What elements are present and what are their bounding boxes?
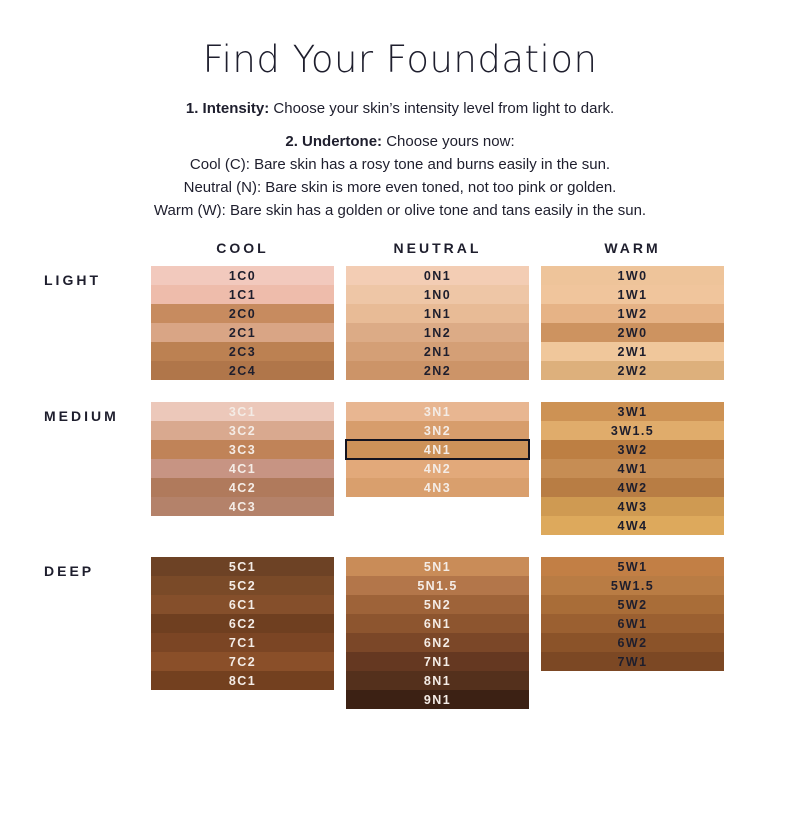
shade-swatch[interactable] xyxy=(541,516,724,535)
medium-neutral-column xyxy=(340,402,535,535)
row-label-light: LIGHT xyxy=(44,272,101,288)
instruction-step-1 xyxy=(0,97,800,120)
undertone-cool-description: Cool (C): Bare skin has a rosy tone and burns easily in the sun. xyxy=(189,156,611,173)
instructions xyxy=(0,97,800,222)
shade-code: 5W1.5 xyxy=(610,578,655,593)
shade-swatch[interactable] xyxy=(346,478,529,497)
light-neutral-column xyxy=(340,266,535,380)
medium-warm-column xyxy=(535,402,730,535)
shade-code: 4N3 xyxy=(423,480,452,495)
shade-code: 5C1 xyxy=(228,559,257,574)
shade-swatch[interactable] xyxy=(541,478,724,497)
shade-swatch[interactable] xyxy=(346,266,529,285)
shade-code: 9N1 xyxy=(423,692,452,707)
shade-swatch[interactable] xyxy=(346,361,529,380)
shade-swatch[interactable] xyxy=(541,576,724,595)
shade-swatch[interactable] xyxy=(541,497,724,516)
shade-code: 5W1 xyxy=(617,559,648,574)
shade-code: 2N2 xyxy=(423,363,452,378)
shade-code: 4W2 xyxy=(617,480,648,495)
shade-swatch[interactable] xyxy=(346,557,529,576)
shade-code: 4C2 xyxy=(228,480,257,495)
deep-warm-column xyxy=(535,557,730,709)
shade-code: 6N1 xyxy=(423,616,452,631)
shade-code: 7W1 xyxy=(617,654,648,669)
shade-code: 2W1 xyxy=(617,344,648,359)
light-cool-column xyxy=(145,266,340,380)
shade-swatch[interactable] xyxy=(541,440,724,459)
row-label-deep: DEEP xyxy=(44,563,95,579)
shade-code: 6C2 xyxy=(228,616,257,631)
step-2-label: 2. Undertone: xyxy=(285,133,383,150)
shade-swatch[interactable] xyxy=(151,671,334,690)
swatch-stack xyxy=(541,402,724,535)
shade-swatch[interactable] xyxy=(346,304,529,323)
shade-swatch[interactable] xyxy=(151,361,334,380)
shade-code: 3W1.5 xyxy=(610,423,655,438)
step-2-text: Choose yours now: xyxy=(382,133,515,150)
shade-swatch[interactable] xyxy=(151,402,334,421)
swatch-stack xyxy=(541,557,724,671)
shade-swatch[interactable] xyxy=(346,633,529,652)
swatch-stack xyxy=(346,266,529,380)
shade-code: 5N1.5 xyxy=(417,578,458,593)
shade-swatch[interactable] xyxy=(541,459,724,478)
shade-swatch[interactable] xyxy=(346,421,529,440)
shade-swatch[interactable] xyxy=(346,595,529,614)
shade-swatch[interactable] xyxy=(346,459,529,478)
swatch-stack xyxy=(346,402,529,497)
shade-code: 7C2 xyxy=(228,654,257,669)
step-1-text: Choose your skin’s intensity level from light to dark. xyxy=(269,100,615,117)
shade-code: 8C1 xyxy=(228,673,257,688)
shade-code: 5N2 xyxy=(423,597,452,612)
shade-swatch[interactable] xyxy=(151,478,334,497)
shade-swatch[interactable] xyxy=(541,633,724,652)
shade-code: 2W0 xyxy=(617,325,648,340)
deep-neutral-column xyxy=(340,557,535,709)
shade-swatch[interactable] xyxy=(151,614,334,633)
shade-code: 4W3 xyxy=(617,499,648,514)
shade-code: 2C0 xyxy=(228,306,257,321)
shade-swatch[interactable] xyxy=(346,576,529,595)
shade-code: 2C3 xyxy=(228,344,257,359)
shade-code: 5N1 xyxy=(423,559,452,574)
swatch-stack xyxy=(151,402,334,516)
shade-swatch[interactable] xyxy=(541,285,724,304)
shade-code: 4C3 xyxy=(228,499,257,514)
instruction-step-2 xyxy=(0,130,800,153)
intensity-band-medium xyxy=(0,402,800,535)
shade-swatch[interactable] xyxy=(346,652,529,671)
shade-code: 0N1 xyxy=(423,268,452,283)
shade-code: 4C1 xyxy=(228,461,257,476)
shade-code: 6N2 xyxy=(423,635,452,650)
shade-swatch[interactable] xyxy=(151,497,334,516)
shade-swatch[interactable] xyxy=(151,304,334,323)
shade-code: 1W0 xyxy=(617,268,648,283)
shade-code: 3C2 xyxy=(228,423,257,438)
intensity-band-light xyxy=(0,266,800,380)
shade-swatch[interactable] xyxy=(541,652,724,671)
shade-code: 1C1 xyxy=(228,287,257,302)
shade-swatch[interactable] xyxy=(346,402,529,421)
shade-swatch[interactable] xyxy=(541,266,724,285)
deep-cool-column xyxy=(145,557,340,709)
row-label-medium: MEDIUM xyxy=(44,408,119,424)
shade-swatch[interactable] xyxy=(346,690,529,709)
shade-code: 3W2 xyxy=(617,442,648,457)
shade-swatch[interactable] xyxy=(151,285,334,304)
shade-swatch[interactable] xyxy=(151,557,334,576)
shade-swatch[interactable] xyxy=(346,614,529,633)
shade-code: 1C0 xyxy=(228,268,257,283)
shade-code: 7N1 xyxy=(423,654,452,669)
swatch-stack xyxy=(541,266,724,380)
page-title: Find Your Foundation xyxy=(202,38,598,81)
light-columns xyxy=(145,266,730,380)
shade-code: 2W2 xyxy=(617,363,648,378)
shade-grid xyxy=(0,240,800,709)
shade-code: 2N1 xyxy=(423,344,452,359)
shade-swatch[interactable] xyxy=(541,557,724,576)
shade-swatch[interactable] xyxy=(346,323,529,342)
column-headers xyxy=(0,240,800,256)
medium-columns xyxy=(145,402,730,535)
swatch-stack xyxy=(346,557,529,709)
medium-cool-column xyxy=(145,402,340,535)
shade-code: 3C3 xyxy=(228,442,257,457)
shade-swatch[interactable] xyxy=(151,342,334,361)
shade-swatch[interactable] xyxy=(346,671,529,690)
shade-code: 5W2 xyxy=(617,597,648,612)
shade-code: 6W2 xyxy=(617,635,648,650)
shade-code: 8N1 xyxy=(423,673,452,688)
swatch-stack xyxy=(151,266,334,380)
shade-swatch[interactable] xyxy=(151,266,334,285)
shade-code: 3N1 xyxy=(423,404,452,419)
shade-swatch[interactable] xyxy=(541,361,724,380)
shade-code: 1N2 xyxy=(423,325,452,340)
shade-code: 6C1 xyxy=(228,597,257,612)
step-1-label: 1. Intensity: xyxy=(185,100,270,117)
shade-code: 1N0 xyxy=(423,287,452,302)
shade-swatch[interactable] xyxy=(151,323,334,342)
shade-code: 4W1 xyxy=(617,461,648,476)
shade-swatch[interactable] xyxy=(541,304,724,323)
undertone-neutral-description: Neutral (N): Bare skin is more even toned, not too pink or golden. xyxy=(183,179,617,196)
column-header-neutral: NEUTRAL xyxy=(393,240,482,256)
foundation-shade-finder xyxy=(0,38,800,838)
shade-swatch[interactable] xyxy=(541,402,724,421)
shade-code: 3W1 xyxy=(617,404,648,419)
column-header-warm: WARM xyxy=(604,240,661,256)
shade-code: 5C2 xyxy=(228,578,257,593)
shade-swatch[interactable] xyxy=(541,421,724,440)
shade-swatch[interactable] xyxy=(151,595,334,614)
shade-swatch[interactable] xyxy=(151,421,334,440)
shade-swatch[interactable] xyxy=(151,633,334,652)
deep-columns xyxy=(145,557,730,709)
shade-swatch[interactable] xyxy=(151,459,334,478)
shade-code: 3C1 xyxy=(228,404,257,419)
shade-code: 4N1 xyxy=(423,442,452,457)
shade-swatch[interactable] xyxy=(541,323,724,342)
shade-swatch[interactable] xyxy=(541,342,724,361)
shade-code: 7C1 xyxy=(228,635,257,650)
intensity-band-deep xyxy=(0,557,800,709)
swatch-stack xyxy=(151,557,334,690)
shade-swatch[interactable] xyxy=(346,285,529,304)
shade-code: 2C4 xyxy=(228,363,257,378)
shade-code: 1W2 xyxy=(617,306,648,321)
shade-swatch[interactable] xyxy=(346,342,529,361)
shade-swatch[interactable] xyxy=(541,614,724,633)
shade-code: 3N2 xyxy=(423,423,452,438)
shade-code: 4W4 xyxy=(617,518,648,533)
shade-swatch[interactable] xyxy=(151,440,334,459)
shade-swatch[interactable] xyxy=(541,595,724,614)
shade-code: 4N2 xyxy=(423,461,452,476)
light-warm-column xyxy=(535,266,730,380)
shade-code: 1N1 xyxy=(423,306,452,321)
shade-code: 2C1 xyxy=(228,325,257,340)
shade-code: 1W1 xyxy=(617,287,648,302)
column-header-cool: COOL xyxy=(216,240,269,256)
shade-code: 6W1 xyxy=(617,616,648,631)
shade-swatch[interactable] xyxy=(151,652,334,671)
shade-swatch[interactable] xyxy=(151,576,334,595)
shade-swatch[interactable] xyxy=(346,440,529,459)
undertone-warm-description: Warm (W): Bare skin has a golden or olive tone and tans easily in the sun. xyxy=(153,202,647,219)
